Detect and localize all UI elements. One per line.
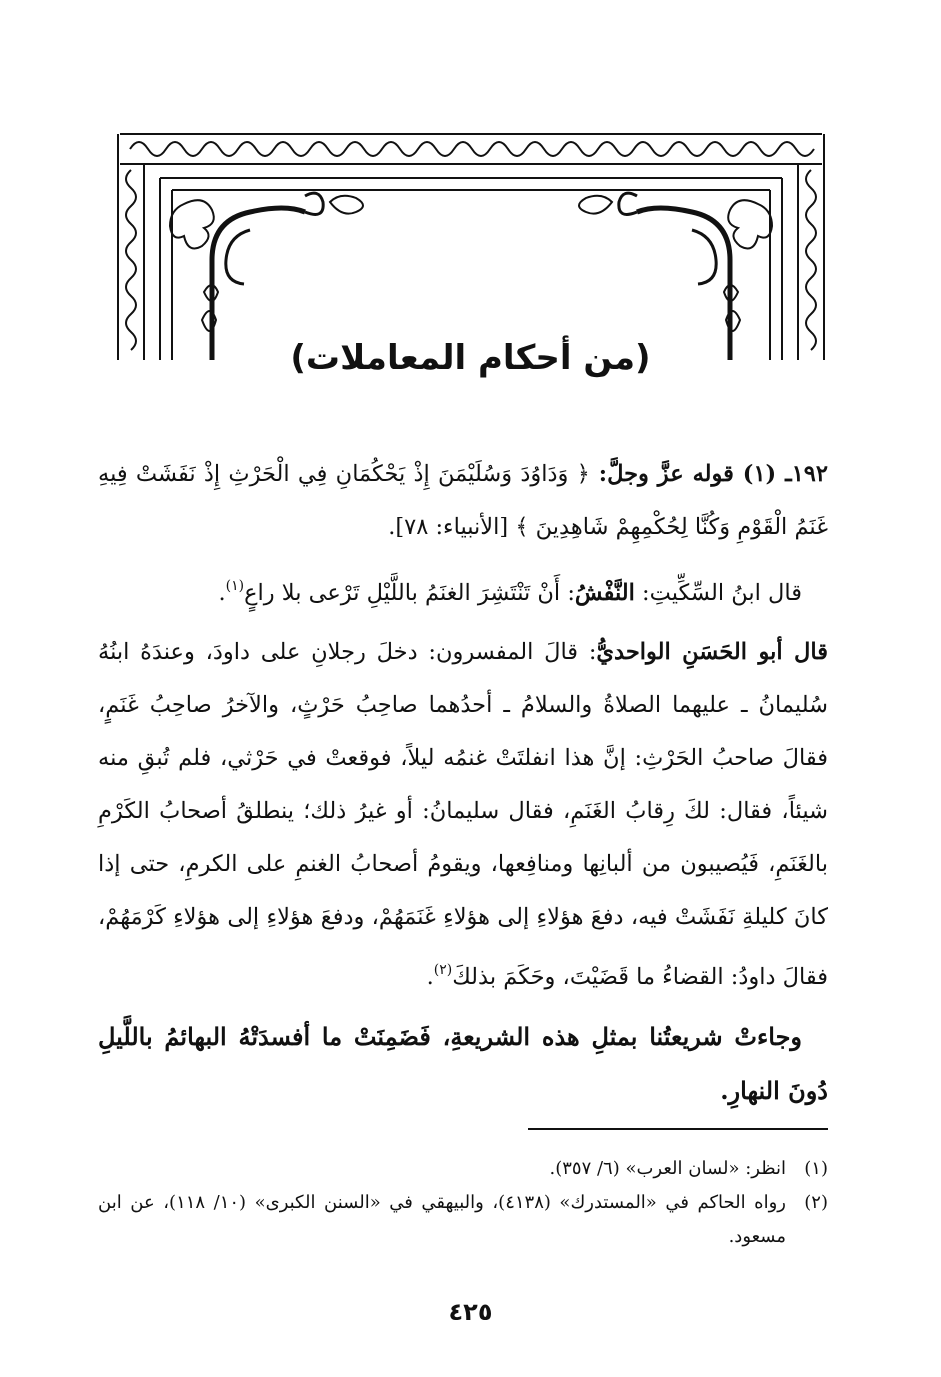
footnote-2 [98, 1186, 828, 1254]
footnote-separator [528, 1128, 828, 1130]
hadith-number-intro: ١٩٢ـ (١) قوله عزَّ وجلَّ: [589, 461, 828, 487]
footnote-ref-2: (٢) [433, 962, 453, 978]
chain-ornament-row [130, 142, 814, 156]
paragraph-narration [98, 626, 828, 1004]
footnote-text: انظر: «لسان العرب» (٦/ ٣٥٧). [549, 1158, 786, 1179]
paragraph-definition [98, 560, 828, 620]
footnote-text: رواه الحاكم في «المستدرك» (٤١٣٨)، والبيهقي في «السنن الكبرى» (١٠/ ١١٨)، عن ابن مسعود. [98, 1192, 786, 1247]
defined-term: النَّفْشُ [574, 580, 635, 606]
text-run: : قالَ المفسرون: دخلَ رجلانِ على داودَ، وعندَهُ ابنُهُ سُليمانُ ـ عليهما الصلاةُ والسلامُ ـ أحدُهما صاحِبُ حَرْثٍ، والآخرُ صاحِبُ غَنَمٍ، فقالَ صاحبُ الحَرْثِ: إنَّ هذا انفلتَتْ غنمُه ليلاً، فوقعتْ في حَرْثي، فلم تُبقِ منه شيئاً، فقال: لكَ رِقابُ الغَنَمِ، فقال سليمانُ: أو غيرُ ذلك؛ ينطلقُ أصحابُ الكَرْمِ بالغَنَمِ، فَيُصيبون من ألبانِها ومنافِعها، ويقومُ أصحابُ الغنمِ على الكرمِ، حتى إذا كانَ كليلةِ نَفَشَتْ فيه، دفعَ هؤلاءِ إلى هؤلاءِ غَنَمَهُمْ، ودفعَ هؤلاءِ إلى هؤلاءِ كَرْمَهُمْ، فقالَ داودُ: القضاءُ ما قَضَيْتَ، وحَكَمَ بذلكَ [98, 639, 828, 990]
footnotes [98, 1152, 828, 1254]
footnote-number: (١) [804, 1158, 828, 1179]
text-run: . [218, 580, 226, 606]
main-text [98, 448, 828, 1118]
text-run: قال ابنُ السِّكِّيتِ: [634, 580, 802, 606]
footnote-number: (٢) [804, 1192, 828, 1213]
footnote-ref-1: (١) [225, 578, 245, 594]
paragraph-verse [98, 448, 828, 554]
text-run: : أَنْ تَنْتَشِرَ الغنَمُ باللَّيْلِ تَرْعى بلا راعٍ [244, 580, 575, 606]
text-run: وجاءتْ شريعتُنا بمثلِ هذه الشريعةِ، فَضَمِنَتْ ما أفسدَتْهُ البهائمُ باللَّيلِ دُونَ النهارِ. [98, 1022, 828, 1105]
section-heading: (من أحكام المعاملات) [290, 338, 651, 378]
paragraph-conclusion [98, 1010, 828, 1118]
footnote-1 [98, 1152, 828, 1186]
text-run: . [426, 964, 434, 990]
author-name: قال أبو الحَسَنِ الواحديُّ [596, 639, 828, 665]
page-number: ٤٢٥ [448, 1298, 493, 1326]
quran-verse: ﴿ وَدَاوُدَ وَسُلَيْمَنَ إِذْ يَحْكُمَانِ فِي الْحَرْثِ إِذْ نَفَشَتْ فِيهِ غَنَمُ الْقَوْمِ وَكُنَّا لِحُكْمِهِمْ شَاهِدِينَ ﴾ [الأنبياء: ٧٨]. [98, 461, 828, 540]
